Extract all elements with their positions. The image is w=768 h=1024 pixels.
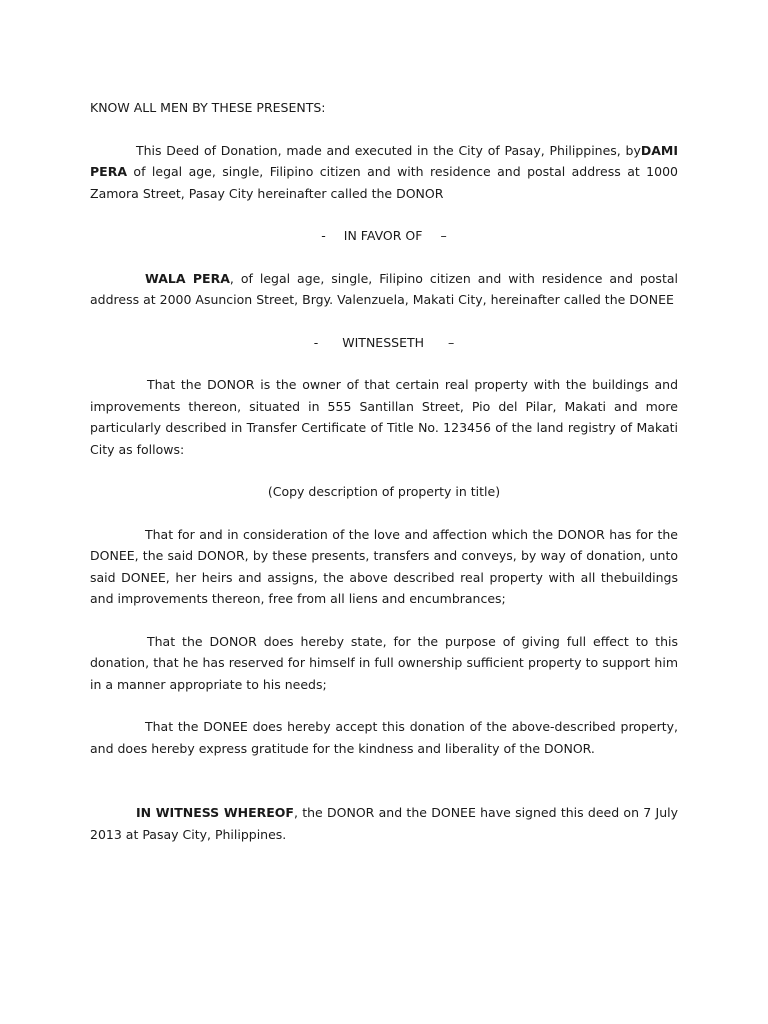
- donee-name: WALA PERA: [145, 270, 230, 286]
- witness-paragraph: [90, 802, 678, 845]
- witness-paragraph-details: , the DONOR and the DONEE have signed this deed on 7 July 2013 at Pasay City, Philippines.: [90, 805, 678, 842]
- in-favor-of-separator: [90, 225, 678, 247]
- document-heading: KNOW ALL MEN BY THESE PRESENTS:: [90, 100, 326, 115]
- donee-paragraph-details: , of legal age, single, Filipino citizen and with residence and postal address at 2000 Asuncion Street, Brgy. Valenzuela, Makati City, hereinafter called the DONEE: [90, 270, 678, 307]
- donee-paragraph: [90, 268, 678, 311]
- witnesseth-label: WITNESSETH: [342, 334, 424, 350]
- witness-whereof-lead: IN WITNESS WHEREOF: [136, 805, 294, 820]
- donor-paragraph: [90, 140, 678, 205]
- document-page: [90, 97, 678, 845]
- consideration-paragraph: That for and in consideration of the love and affection which the DONOR has for the DONEE, the said DONOR, by these presents, transfers and conveys, by way of donation, unto said DONEE, her heirs and assigns, the above described real property with all thebuildings and improvements thereon, free from all liens and encumbrances;: [90, 526, 678, 606]
- witnesseth-separator: [90, 332, 678, 354]
- in-favor-of-dash-left: -: [321, 228, 326, 243]
- witnesseth-dash-left: -: [313, 334, 319, 350]
- witnesseth-dash-right: –: [448, 334, 455, 350]
- reservation-paragraph: That the DONOR does hereby state, for the purpose of giving full effect to this donation, that he has reserved for himself in full ownership sufficient property to support him in a manner appropriate to his needs;: [90, 633, 678, 692]
- donor-paragraph-intro: This Deed of Donation, made and executed in the City of Pasay, Philippines, by: [136, 142, 641, 158]
- donor-name: DAMI PERA: [90, 142, 678, 179]
- donor-paragraph-details: of legal age, single, Filipino citizen and with residence and postal address at 1000 Zamora Street, Pasay City hereinafter called the DONOR: [90, 164, 678, 201]
- acceptance-paragraph: That the DONEE does hereby accept this donation of the above-described property, and does hereby express gratitude for the kindness and liberality of the DONOR.: [90, 719, 678, 756]
- in-favor-of-dash-right: –: [440, 228, 447, 243]
- property-description-placeholder: (Copy description of property in title): [267, 484, 501, 499]
- in-favor-of-label: IN FAVOR OF: [343, 228, 423, 243]
- property-paragraph: That the DONOR is the owner of that certain real property with the buildings and improvements thereon, situated in 555 Santillan Street, Pio del Pilar, Makati and more particularly described in Transfer Certificate of Title No. 123456 of the land registry of Makati City as follows:: [90, 377, 678, 457]
